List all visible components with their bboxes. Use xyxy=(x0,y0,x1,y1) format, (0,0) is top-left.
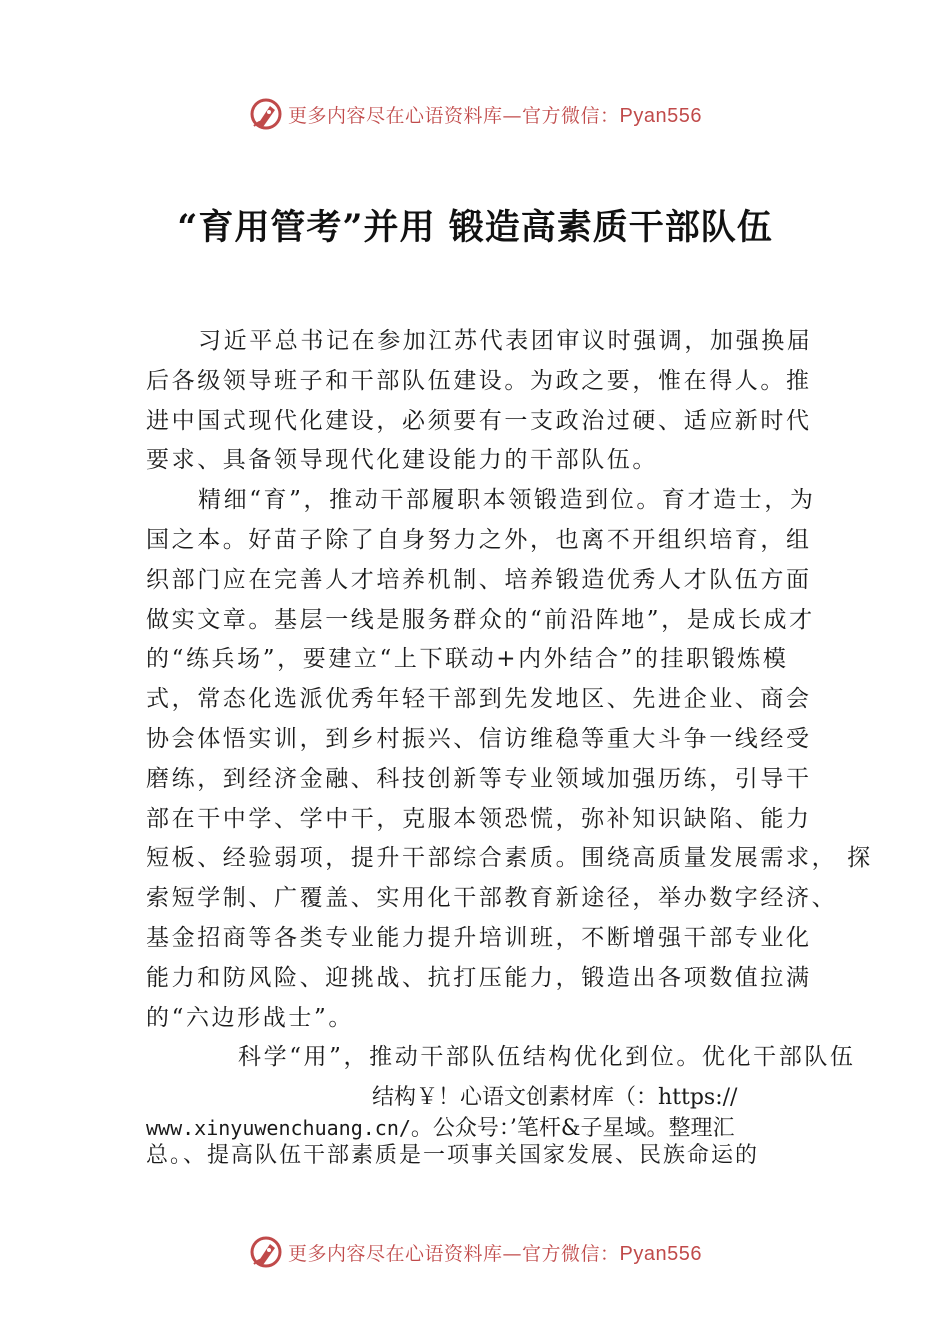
paragraph-line: 式，常态化选派优秀年轻干部到先发地区、先进企业、商会 xyxy=(146,686,812,713)
document-body xyxy=(146,322,873,1078)
tail-line-2-text: 。公众号：’笔杆&子星域。整理汇 xyxy=(410,1116,735,1141)
watermark-text xyxy=(288,101,702,128)
paragraph-line: 国之本。好苗子除了自身努力之外，也离不开组织培育，组 xyxy=(146,526,812,553)
tail-line-3: 总。、提高队伍干部素质是一项事关国家发展、民族命运的 xyxy=(146,1143,760,1168)
paragraph-line: 协会体悟实训，到乡村振兴、信访维稳等重大斗争一线经受 xyxy=(146,725,812,752)
document-title: “育用管考”并用 锻造高素质干部队伍 xyxy=(177,207,773,248)
paragraph-line: 的“六边形战士”。 xyxy=(146,1004,354,1031)
paragraph-line: 要求、具备领导现代化建设能力的干部队伍。 xyxy=(146,447,658,474)
pen-nib-logo-icon xyxy=(248,96,284,132)
watermark-handle: Pyan556 xyxy=(619,104,702,127)
paragraph-line: 习近平总书记在参加江苏代表团审议时强调，加强换届 xyxy=(198,328,813,354)
source-url[interactable]: www.xinyuwenchuang.cn/ xyxy=(146,1116,411,1140)
watermark-handle: Pyan556 xyxy=(619,1242,702,1265)
watermark-separator: — xyxy=(502,1242,523,1265)
watermark-site: 更多内容尽在心语资料库 xyxy=(288,1242,503,1265)
watermark-site: 更多内容尽在心语资料库 xyxy=(288,104,503,127)
pen-nib-logo-icon xyxy=(248,1234,284,1270)
watermark-separator: — xyxy=(502,104,523,127)
header-watermark xyxy=(0,94,950,134)
watermark-official: 官方微信： xyxy=(522,1242,620,1265)
paragraph-line: 织部门应在完善人才培养机制、培养锻造优秀人才队伍方面 xyxy=(146,566,812,593)
paragraph-line: 短板、经验弱项，提升干部综合素质。围绕高质量发展需求， 探 xyxy=(146,845,873,872)
paragraph-line: 后各级领导班子和干部队伍建设。为政之要，惟在得人。推 xyxy=(146,367,812,394)
footer-watermark xyxy=(0,1232,950,1272)
watermark-official: 官方微信： xyxy=(522,104,620,127)
paragraph-line: 磨练，到经济金融、科技创新等专业领域加强历练，引导干 xyxy=(146,765,812,792)
paragraph-line: 索短学制、广覆盖、实用化干部教育新途径，举办数字经济、 xyxy=(146,885,838,912)
paragraph-line: 部在干中学、学中干，克服本领恐慌，弥补知识缺陷、能力 xyxy=(146,805,812,832)
paragraph-line: 科学“用”，推动干部队伍结构优化到位。优化干部队伍 xyxy=(238,1044,856,1071)
paragraph-line: 精细“育”，推动干部履职本领锻造到位。育才造士，为 xyxy=(198,487,816,514)
paragraph-line: 做实文章。基层一线是服务群众的“前沿阵地”，是成长成才 xyxy=(146,606,815,633)
paragraph-line: 能力和防风险、迎挑战、抗打压能力，锻造出各项数值拉满 xyxy=(146,964,812,991)
paragraph-line: 基金招商等各类专业能力提升培训班，不断增强干部专业化 xyxy=(146,924,812,951)
paragraph-line: 进中国式现代化建设，必须要有一支政治过硬、适应新时代 xyxy=(146,407,812,434)
watermark-text xyxy=(288,1239,702,1266)
paragraph-line: 的“练兵场”，要建立“上下联动+内外结合”的挂职锻炼模 xyxy=(146,646,789,673)
tail-line-1: 结构￥！心语文创素材库（：https:// xyxy=(372,1085,738,1110)
